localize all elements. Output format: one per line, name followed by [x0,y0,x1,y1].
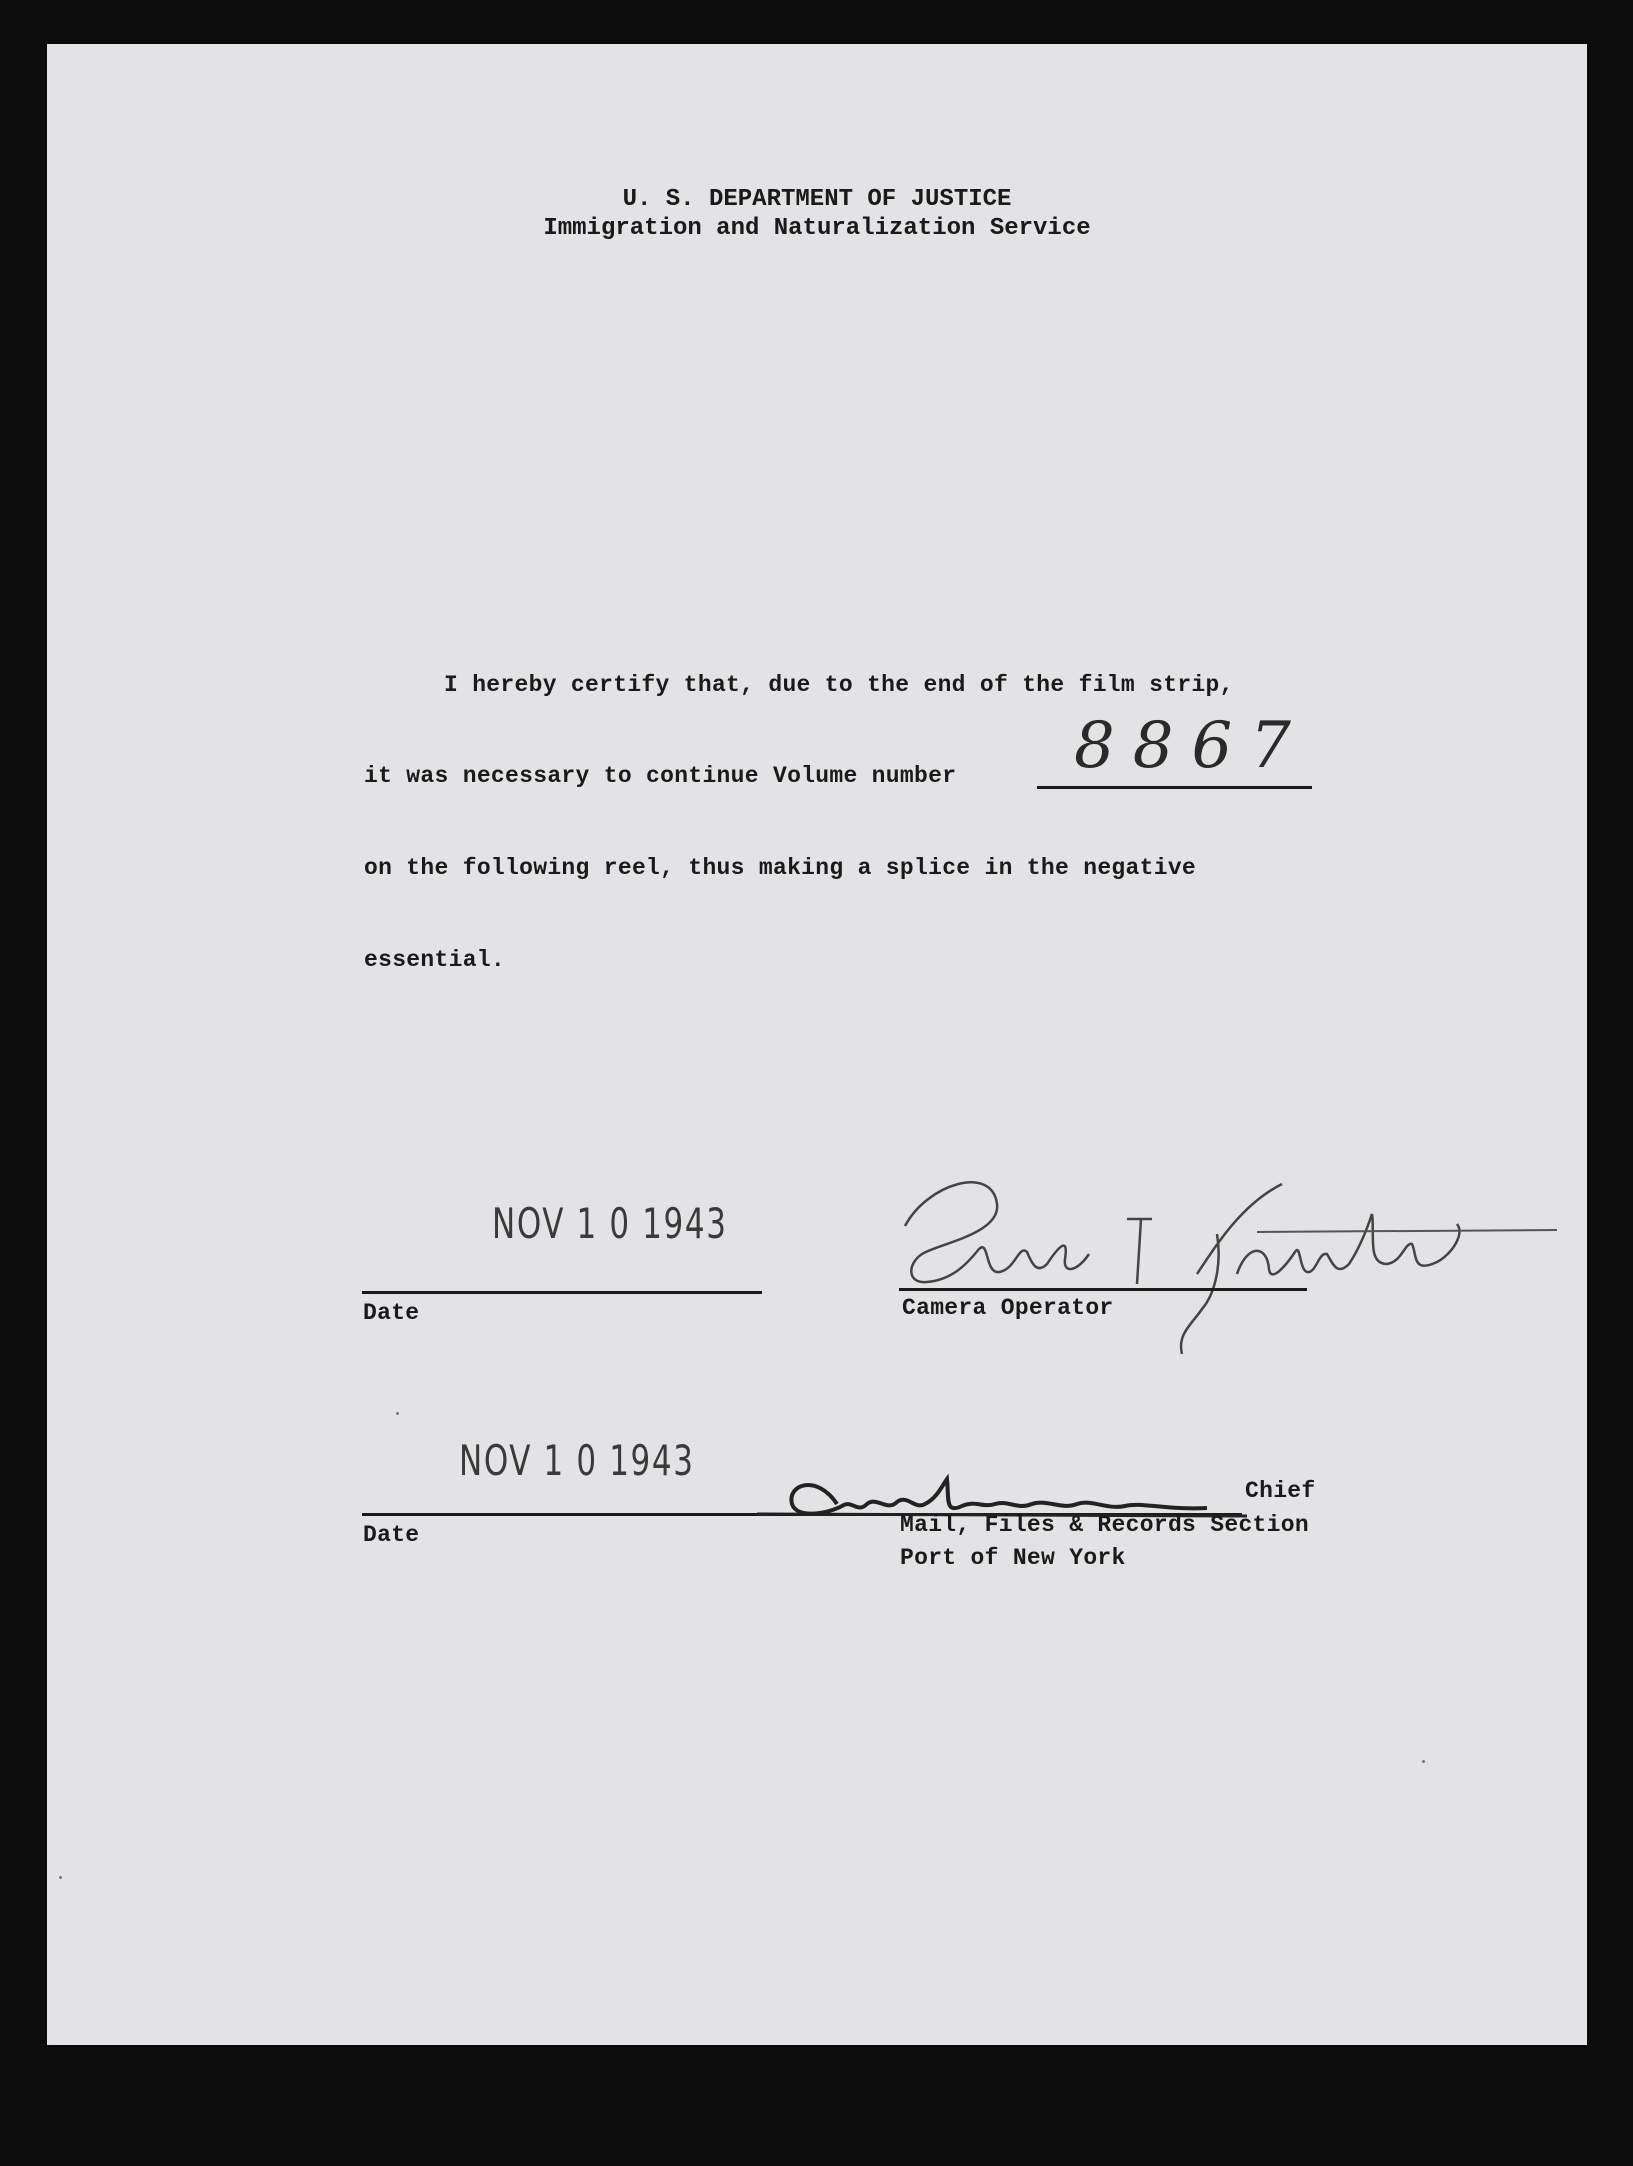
paper-speck [396,1412,399,1415]
paper-speck [1422,1760,1425,1763]
date-stamp-2: NOV 1 0 1943 [459,1436,695,1485]
camera-operator-line [899,1288,1307,1291]
handwritten-volume-number: 8867 [1074,709,1309,783]
paper-speck [59,1876,62,1879]
section-title: Mail, Files & Records Section [900,1512,1309,1538]
date-label-2: Date [363,1522,420,1548]
date-line-1 [362,1291,762,1294]
volume-number-line [1037,786,1312,789]
camera-operator-label: Camera Operator [902,1295,1114,1321]
date-stamp-1: NOV 1 0 1943 [492,1199,728,1248]
service-heading: Immigration and Naturalization Service [543,215,1091,242]
port-title: Port of New York [900,1545,1126,1571]
certification-line-3: on the following reel, thus making a splice in the negative [364,855,1197,881]
certification-line-1: I hereby certify that, due to the end of the film strip, [444,672,1234,698]
document-page [47,44,1587,2045]
department-heading: U. S. DEPARTMENT OF JUSTICE [622,186,1012,213]
certification-line-4: essential. [364,947,506,973]
chief-title: Chief [1245,1478,1316,1504]
date-label-1: Date [363,1300,420,1326]
certification-line-2: it was necessary to continue Volume number [364,763,957,789]
camera-operator-signature [897,1124,1577,1364]
